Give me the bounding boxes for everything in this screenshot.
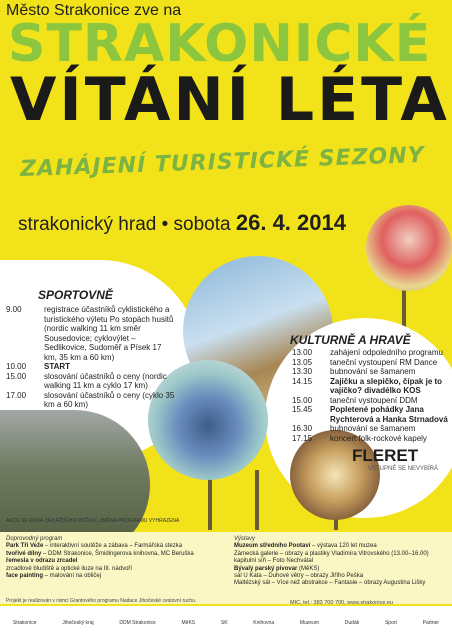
program-row bbox=[6, 391, 176, 410]
clown-photo bbox=[366, 205, 452, 291]
sport-program bbox=[6, 305, 176, 410]
program-time: 17.15 bbox=[292, 433, 313, 443]
free-entry-note: VSTUPNÉ SE NEVYBÍRÁ bbox=[368, 466, 439, 472]
program-time: 15.00 bbox=[292, 395, 313, 405]
city-logo: Strakonice bbox=[12, 620, 37, 626]
program-time: 16.30 bbox=[292, 424, 313, 433]
info-line bbox=[6, 566, 211, 573]
venue-date bbox=[18, 210, 346, 236]
sk-logo: SK bbox=[220, 620, 228, 626]
program-row bbox=[292, 367, 452, 377]
program-time: 13.00 bbox=[292, 348, 313, 357]
program-desc: taneční vystoupení RM Dance bbox=[330, 357, 438, 367]
info-line-bold: tvořivé dílny bbox=[6, 550, 42, 557]
program-row bbox=[292, 424, 452, 434]
info-line-text: – DDM Strakonice, Šmidingerova knihovna, MC Beruška bbox=[41, 550, 194, 557]
region-logo: Jihočeský kraj bbox=[62, 620, 94, 626]
title-line-2: VÍTÁNÍ LÉTA bbox=[10, 65, 450, 135]
band-name: FLERET bbox=[352, 446, 419, 465]
exhibitions-heading: Výstavy bbox=[234, 536, 256, 542]
program-desc: bubnování se šamanem bbox=[330, 367, 416, 376]
sponsor-logos bbox=[0, 606, 452, 640]
inviter-text: Město Strakonice zve na bbox=[6, 2, 182, 19]
program-row bbox=[6, 372, 176, 391]
culture-heading: KULTURNĚ A HRAVĚ bbox=[290, 333, 411, 347]
info-line-text: – malování na obličej bbox=[43, 573, 102, 580]
program-row bbox=[6, 362, 176, 372]
meks-logo: MěKS bbox=[181, 620, 196, 626]
program-row bbox=[292, 358, 452, 368]
info-line bbox=[6, 543, 211, 550]
dudak-logo: Dudák bbox=[344, 620, 360, 626]
program-desc: registrace účastníků cyklistického a turistického výletu Po stopách husitů (nordic walking 11 km směr Sousedovice; cyklovýlet – Sedlikovice, Sudoměř a Písek 17 km, 35 km a 60 km) bbox=[44, 305, 174, 362]
program-time: 15.45 bbox=[292, 405, 313, 414]
venue-text: strakonický hrad • sobota bbox=[18, 214, 231, 235]
weather-notice: AKCE SE KONÁ ZA KAŽDÉHO POČASÍ, ZMĚNA PROGRAMU VYHRAZENA bbox=[6, 518, 180, 524]
support-note: Projekt je realizován v rámci Grantového programu Nadace Jihočeské cestovní ruchu. bbox=[6, 598, 197, 604]
program-desc: taneční vystoupení DDM bbox=[330, 395, 418, 405]
info-line bbox=[234, 551, 449, 558]
program-desc: bubnování se šamanem bbox=[330, 424, 416, 433]
title-line-1: STRAKONICKÉ bbox=[8, 14, 432, 74]
museum-logo: Muzeum bbox=[299, 620, 320, 626]
program-desc: koncert folk-rockové kapely bbox=[330, 433, 427, 443]
contact-info: MIC, tel.: 383 700 700, www.strakonice.eu bbox=[290, 600, 394, 606]
program-desc: Zajíčku a slepičko, čípak je to vajíčko? divadélko KOS bbox=[330, 376, 443, 395]
sport-heading: SPORTOVNĚ bbox=[38, 288, 113, 302]
info-line bbox=[234, 580, 449, 587]
info-line-text: sál U Kata – Duhové větry – obrazy Jiřího Peška bbox=[234, 573, 364, 580]
program-row bbox=[292, 348, 452, 358]
partner-logo: Partner bbox=[422, 620, 440, 626]
program-row bbox=[292, 377, 452, 396]
library-logo: Knihovna bbox=[253, 620, 275, 626]
ddm-logo: DDM Strakonice bbox=[119, 620, 156, 626]
program-time: 14.15 bbox=[292, 376, 313, 386]
info-line-text: – výstava 120 let muzea bbox=[310, 543, 377, 550]
info-line-bold: Muzeum středního Pootaví bbox=[234, 543, 311, 550]
program-desc: zahájení odpoledního programu bbox=[330, 348, 443, 357]
exhibitions bbox=[234, 536, 449, 588]
info-line bbox=[6, 551, 211, 558]
event-date: 26. 4. 2014 bbox=[235, 210, 346, 235]
info-line bbox=[234, 543, 449, 550]
program-time: 9.00 bbox=[6, 305, 22, 314]
program-desc: START bbox=[44, 362, 71, 371]
face-painting-photo bbox=[290, 430, 380, 520]
program-row bbox=[6, 305, 176, 362]
culture-program bbox=[292, 348, 452, 443]
program-desc: slosování účastníků o ceny (nordic walking 11 km a cyklo 17 km) bbox=[44, 371, 167, 390]
program-time: 13.05 bbox=[292, 357, 313, 367]
info-line-bold: Bývalý parský pivovar bbox=[234, 565, 298, 572]
info-line bbox=[6, 558, 211, 565]
sport-logo: Sport bbox=[384, 620, 397, 626]
program-time: 10.00 bbox=[6, 362, 27, 371]
program-row bbox=[292, 396, 452, 406]
info-line-text: kapitulní síň – Foto Nechvátal bbox=[234, 558, 314, 565]
info-line-bold: řemesla v odrazu zrcadel bbox=[6, 558, 78, 565]
info-line-text: Maltézský sál – Více než abstrakce – Fantasie – obrazy Augustina Lišky bbox=[234, 580, 426, 587]
info-line bbox=[6, 573, 211, 580]
info-line bbox=[234, 566, 449, 573]
lollipop-stick bbox=[402, 290, 406, 330]
info-line-text: (MěKS) bbox=[297, 565, 320, 572]
program-row bbox=[292, 405, 452, 424]
info-line bbox=[234, 573, 449, 580]
subtitle-line: ZAHÁJENÍ TURISTICKÉ SEZONY bbox=[19, 142, 426, 183]
info-line-text: zrcadlové bludiště a optické iluze na III. nádvoří bbox=[6, 565, 133, 572]
info-line-bold: Park Tři Veže bbox=[6, 543, 44, 550]
program-desc: Popletené pohádky Jana Rychterová a Hanka Strnadová bbox=[330, 405, 448, 424]
program-time: 15.00 bbox=[6, 371, 27, 381]
info-line-bold: face painting bbox=[6, 573, 44, 580]
accompanying-heading: Doprovodný program bbox=[6, 536, 63, 542]
program-row bbox=[292, 434, 452, 444]
lollipop-stick bbox=[255, 470, 259, 530]
accompanying-program bbox=[6, 536, 211, 580]
program-time: 13.30 bbox=[292, 367, 313, 376]
info-line bbox=[234, 558, 449, 565]
program-desc: slosování účastníků o ceny (cyklo 35 km a 60 km) bbox=[44, 390, 175, 409]
info-line-text: – interaktivní soutěže a zábava – Farmářská stezka bbox=[43, 543, 183, 550]
program-time: 17.00 bbox=[6, 390, 27, 400]
info-line-text: Zámecká galerie – obrazy a plastiky Vladimíra Vitrovského (13.00–16.00) bbox=[234, 550, 429, 557]
